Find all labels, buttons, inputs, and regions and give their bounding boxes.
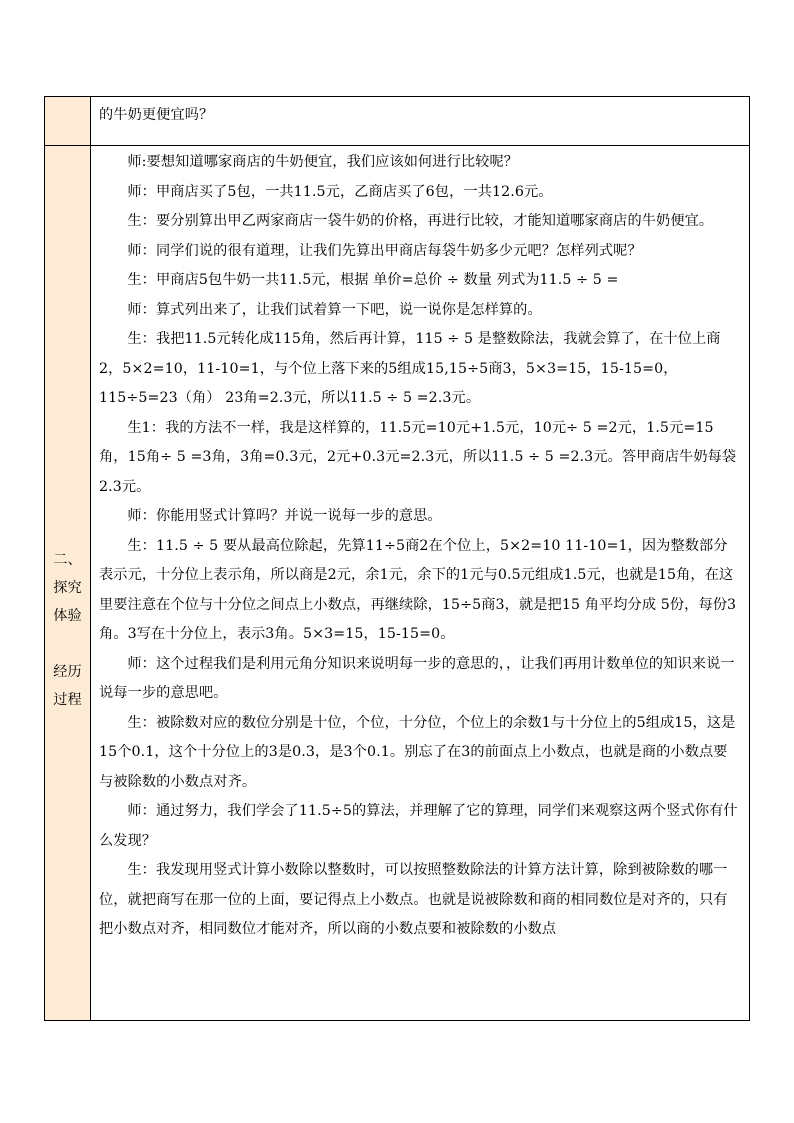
stage-label-line: 二、: [53, 552, 82, 568]
paragraph: 的牛奶更便宜吗？: [99, 107, 214, 123]
paragraph: 师:要想知道哪家商店的牛奶便宜，我们应该如何进行比较呢？: [127, 154, 519, 170]
stage-label-line: 过程: [53, 692, 82, 708]
paragraph: 生：我把11.5元转化成115角，然后再计算，115 ÷ 5 是整数除法，我就会算了，在十位上商2，5×2=10，11-10=1，与个位上落下来的5组成15,15÷5商3，5×3=15，15-15=0，115÷5=23（角） 23角=2.3元，所以11.5 ÷ 5 =2.3元。: [99, 331, 721, 406]
paragraph: 师：你能用竖式计算吗？并说一说每一步的意思。: [127, 508, 442, 524]
stage-label-line: 经历: [53, 664, 82, 680]
paragraph: 师：算式列出来了，让我们试着算一下吧，说一说你是怎样算的。: [127, 301, 542, 318]
content-cell: [91, 97, 749, 145]
paragraph: 师：这个过程我们是利用元角分知识来说明每一步的意思的，，让我们再用计数单位的知识来说一说每一步的意思吧。: [99, 655, 735, 701]
paragraph: 生：甲商店5包牛奶一共11.5元，根据 单价=总价 ÷ 数量 列式为11.5 ÷ 5 =: [127, 272, 619, 288]
stage-cell: [45, 146, 91, 1020]
paragraph: 师：通过努力，我们学会了11.5÷5的算法，并理解了它的算理，同学们来观察这两个竖式你有什么发现？: [99, 803, 738, 849]
stage-cell: [45, 97, 91, 145]
paragraph: 生1：我的方法不一样，我是这样算的，11.5元=10元+1.5元，10元÷ 5 =2元，1.5元=15角，15角÷ 5 =3角，3角=0.3元，2元+0.3元=2.3元，所以11.5 ÷ 5 =2.3元。答甲商店牛奶每袋2.3元。: [99, 419, 737, 495]
table-row: [44, 96, 750, 146]
paragraph: 生：要分别算出甲乙两家商店一袋牛奶的价格，再进行比较，才能知道哪家商店的牛奶便宜。: [127, 213, 714, 229]
paragraph: 生：我发现用竖式计算小数除以整数时，可以按照整数除法的计算方法计算，除到被除数的哪一位，就把商写在那一位的上面，要记得点上小数点。也就是说被除数和商的相同数位是对齐的，只有把小数点对齐，相同数位才能对齐，所以商的小数点要和被除数的小数点: [99, 862, 728, 937]
stage-label-line: 探究: [53, 580, 82, 596]
lesson-table: [44, 96, 750, 1021]
content-cell: [91, 146, 749, 1020]
stage-label-line: 体验: [53, 608, 82, 624]
stage-label: [45, 546, 90, 714]
table-row: [44, 146, 750, 1021]
paragraph: 生：11.5 ÷ 5 要从最高位除起，先算11÷5商2在个位上，5×2=10 11-10=1，因为整数部分表示元，十分位上表示角，所以商是2元，余1元，余下的1元与0.5元组成1.5元，也就是15角，在这里要注意在个位与十分位之间点上小数点，再继续除，15÷5商3，就是把15 角平均分成 5份，每份3角。3写在十分位上，表示3角。5×3=15，15-15=0。: [99, 537, 737, 642]
paragraph: 师：同学们说的很有道理，让我们先算出甲商店每袋牛奶多少元吧？怎样列式呢？: [127, 242, 642, 259]
paragraph: 生：被除数对应的数位分别是十位，个位，十分位，个位上的余数1与十分位上的5组成15，这是15个0.1，这个十分位上的3是0.3，是3个0.1。别忘了在3的前面点上小数点，也就是商的小数点要与被除数的小数点对齐。: [99, 714, 736, 790]
paragraph: 师：甲商店买了5包，一共11.5元，乙商店买了6包，一共12.6元。: [127, 183, 553, 200]
